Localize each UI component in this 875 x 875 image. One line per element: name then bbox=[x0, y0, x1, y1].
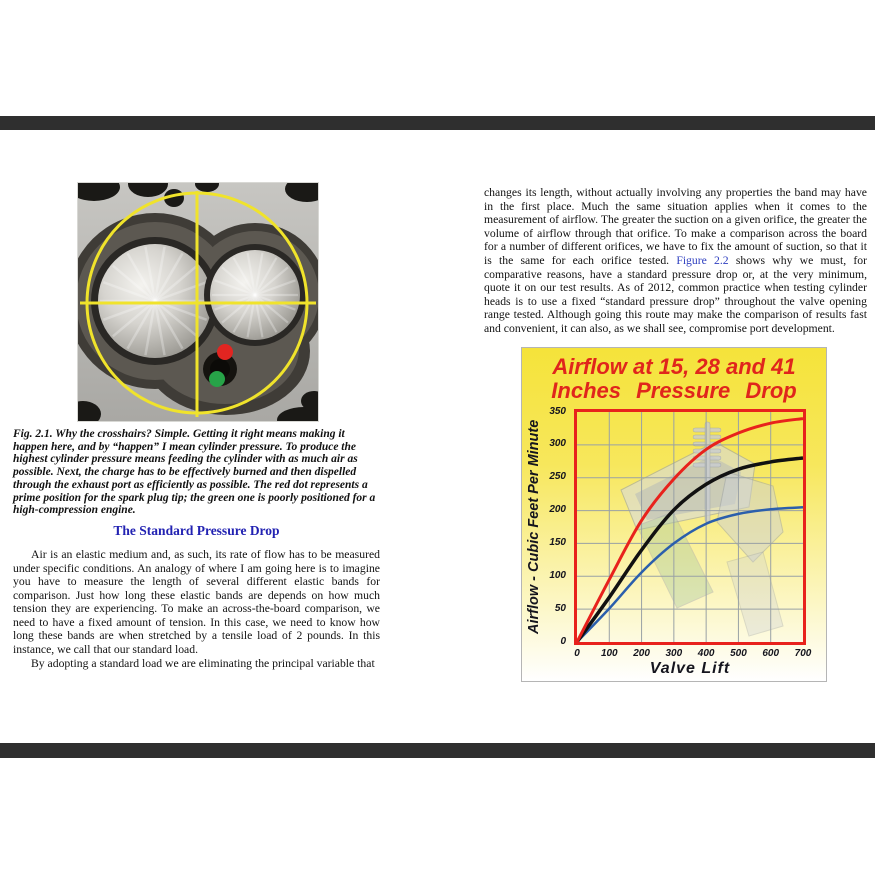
x-axis-label: Valve Lift bbox=[649, 659, 731, 677]
cylinder-head-photo-graphic bbox=[78, 183, 318, 421]
exhaust-valve bbox=[204, 244, 306, 346]
combustion-chamber-photo bbox=[78, 183, 318, 421]
airflow-chart bbox=[521, 347, 827, 682]
body-paragraph-1: Air is an elastic medium and, as such, its rate of flow has to be measured under specific conditions. An analogy of where I am going here is to imagine you have to measure the length of several different elastic bands for comparison. Just how long these elastic bands are depends on how much tension they are experiencing. To make an across-the-board comparison, we need to have a fixed amount of tension. In this case, we need to know how long these bands are when stretched by a tensile load of 2 pounds. In this instance, we call that our standard load. bbox=[13, 547, 380, 657]
y-tick-label: 150 bbox=[549, 536, 566, 548]
body-paragraph bbox=[484, 186, 867, 336]
figure-2-1 bbox=[13, 183, 380, 517]
y-tick-label: 100 bbox=[549, 569, 566, 581]
chart-title bbox=[522, 355, 826, 403]
plot-area bbox=[574, 409, 806, 645]
x-tick-label: 600 bbox=[762, 647, 780, 659]
figure-2-2-link[interactable]: Figure 2.2 bbox=[676, 253, 729, 267]
x-tick-label: 500 bbox=[730, 647, 747, 659]
y-tick-label: 300 bbox=[549, 438, 566, 450]
y-axis-ticks bbox=[522, 405, 569, 647]
right-page bbox=[484, 186, 867, 682]
intake-valve bbox=[91, 237, 219, 365]
x-tick-label: 200 bbox=[633, 647, 650, 659]
section-heading: The Standard Pressure Drop bbox=[113, 522, 280, 538]
paragraph-text-after-link: shows why we must, for comparative reasons, have a standard pressure drop or, at the very minimum, quote it on our test results. As of 2012, common practice when testing cylinder heads is to use a fixed “standard pressure drop” throughout the valve opening range tested. Although going this route may make the comparison of results fast and convenient, it can also, as we shall see, compromise port development. bbox=[484, 253, 867, 335]
curve-canvas bbox=[577, 412, 803, 642]
x-axis-ticks bbox=[574, 647, 812, 660]
y-tick-label: 50 bbox=[554, 602, 566, 614]
top-divider-bar bbox=[0, 116, 875, 130]
y-tick-label: 250 bbox=[549, 471, 566, 483]
chart-title-line2: Inches Pressure Drop bbox=[551, 377, 797, 403]
y-tick-label: 200 bbox=[549, 504, 566, 516]
figure-caption: Fig. 2.1. Why the crosshairs? Simple. Getting it right means making it happen here, and by “happen” I mean cylinder pressure. To produce the highest cylinder pressure means feeding the cylinder with as much air as possible. Next, the charge has to be effectively burned and then dispelled through the exhaust port as efficiently as possible. The red dot represents a prime position for the spark plug tip; the green one is poorly positioned for a high-compression engine. bbox=[13, 428, 376, 517]
green-dot-marker bbox=[209, 371, 225, 387]
y-tick-label: 0 bbox=[560, 635, 566, 647]
chart-title-line1: Airflow at 15, 28 and 41 bbox=[552, 353, 796, 379]
y-axis-label: Airflow - Cubic Feet Per Minute bbox=[526, 419, 542, 634]
x-tick-label: 0 bbox=[574, 647, 580, 659]
curve-28-inches-pressure-drop bbox=[577, 458, 803, 642]
x-tick-label: 400 bbox=[697, 647, 715, 659]
left-page bbox=[13, 183, 380, 670]
x-tick-label: 300 bbox=[665, 647, 683, 659]
paragraph-text-before-link: changes its length, without actually involving any properties the band may have in the first place. Much the same situation applies when it comes to the measurement of airflow. The greater the suction on a given orifice, the greater the volume of airflow through that orifice. To make a comparison across the board for a number of different orifices, we have to fix the amount of suction, so that it is the same for each orifice tested. bbox=[484, 186, 867, 267]
y-tick-label: 350 bbox=[549, 405, 566, 417]
red-dot-marker bbox=[217, 344, 233, 360]
x-tick-label: 700 bbox=[794, 647, 812, 659]
bottom-divider-bar bbox=[0, 743, 875, 758]
body-paragraph-2: By adopting a standard load we are eliminating the principal variable that bbox=[31, 656, 375, 670]
x-tick-label: 100 bbox=[600, 647, 618, 659]
